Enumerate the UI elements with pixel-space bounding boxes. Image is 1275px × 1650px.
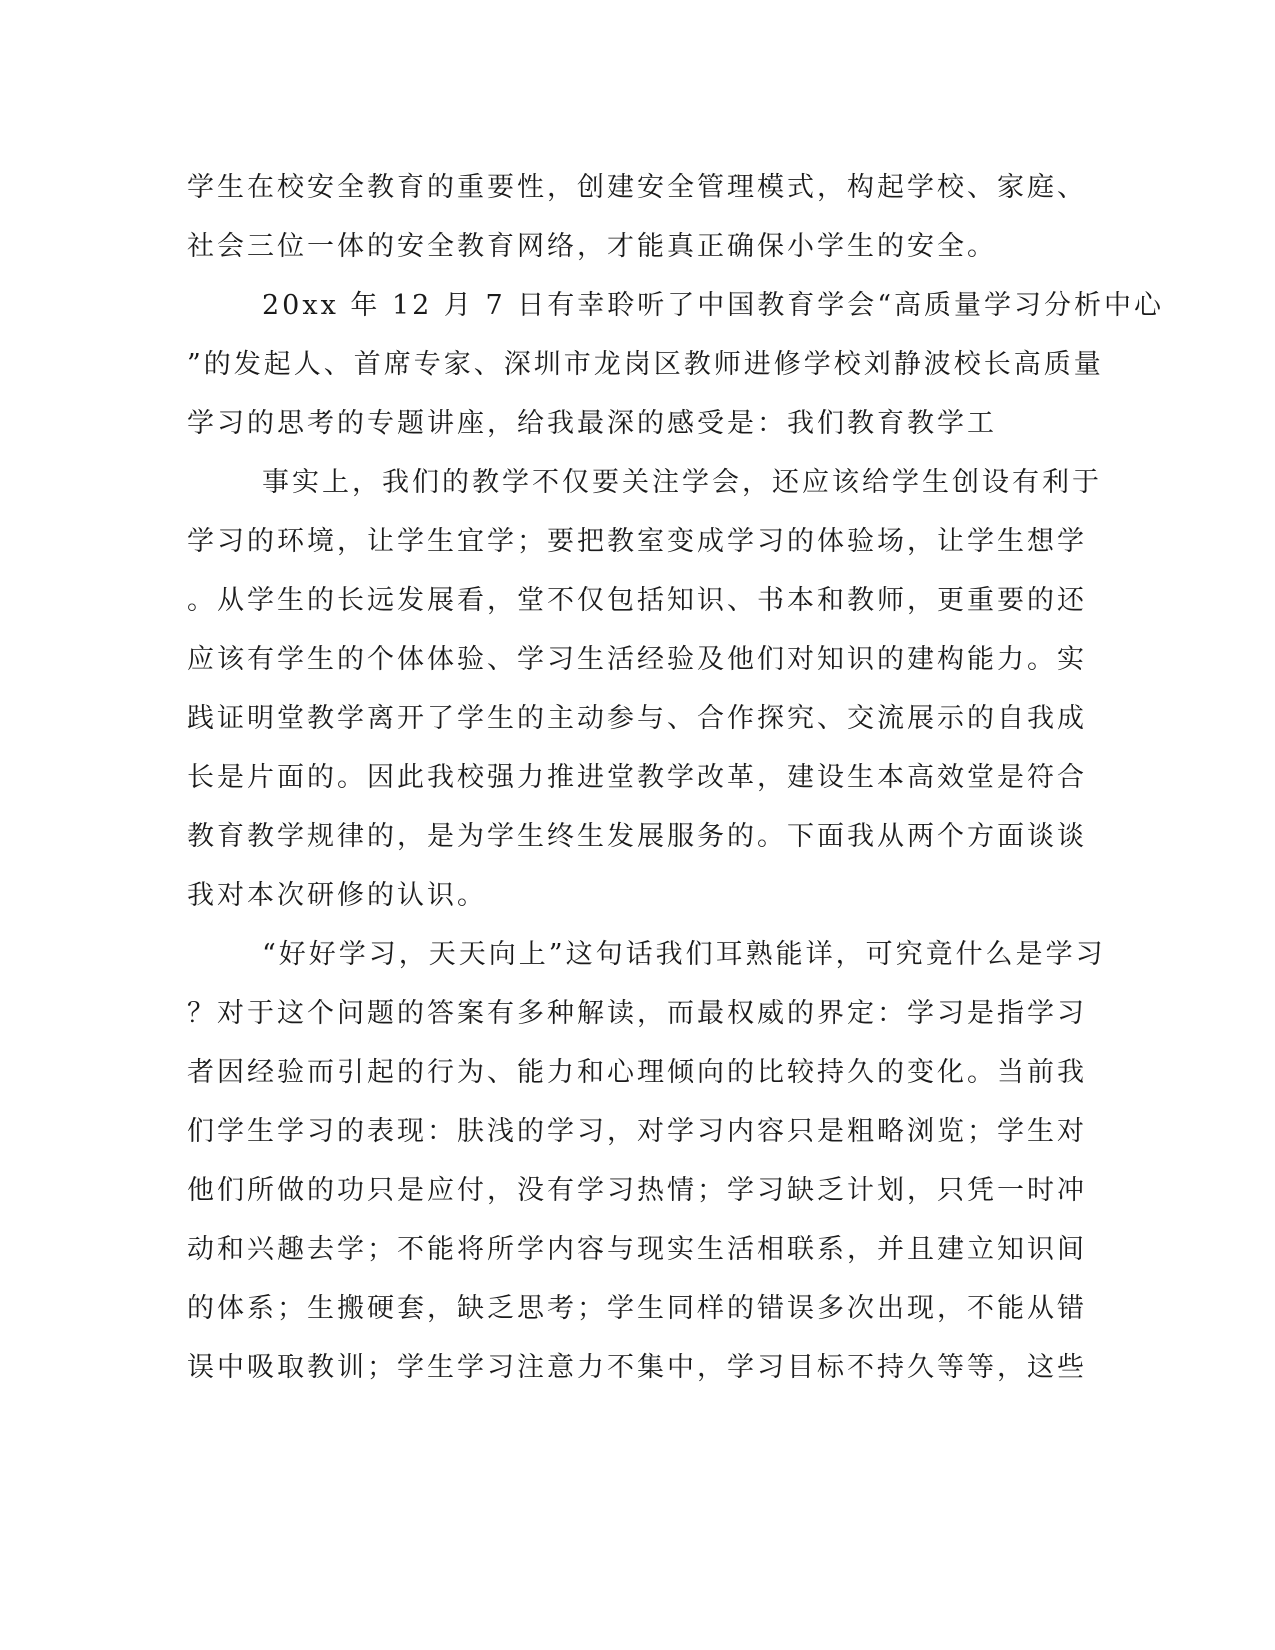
text-line: 误中吸取教训；学生学习注意力不集中，学习目标不持久等等，这些 (187, 1352, 1087, 1383)
text-line: 学习的思考的专题讲座，给我最深的感受是：我们教育教学工 (187, 408, 997, 439)
text-line: 社会三位一体的安全教育网络，才能真正确保小学生的安全。 (187, 231, 997, 262)
text-line: 教育教学规律的，是为学生终生发展服务的。下面我从两个方面谈谈 (187, 821, 1087, 852)
text-line: 应该有学生的个体体验、学习生活经验及他们对知识的建构能力。实 (187, 644, 1087, 675)
text-line: 学生在校安全教育的重要性，创建安全管理模式，构起学校、家庭、 (187, 172, 1087, 203)
text-line: 长是片面的。因此我校强力推进堂教学改革，建设生本高效堂是符合 (187, 762, 1087, 793)
text-line: 我对本次研修的认识。 (187, 880, 487, 911)
text-line: ？对于这个问题的答案有多种解读，而最权威的界定：学习是指学习 (187, 998, 1087, 1029)
text-line: 践证明堂教学离开了学生的主动参与、合作探究、交流展示的自我成 (187, 703, 1087, 734)
text-line: 动和兴趣去学；不能将所学内容与现实生活相联系，并且建立知识间 (187, 1234, 1087, 1265)
text-line: 的体系；生搬硬套，缺乏思考；学生同样的错误多次出现，不能从错 (187, 1293, 1087, 1324)
text-line: 他们所做的功只是应付，没有学习热情；学习缺乏计划，只凭一时冲 (187, 1175, 1087, 1206)
body-text (187, 158, 1165, 1397)
paragraph-first-line: 事实上，我们的教学不仅要关注学会，还应该给学生创设有利于 (262, 467, 1102, 498)
text-line: 者因经验而引起的行为、能力和心理倾向的比较持久的变化。当前我 (187, 1057, 1087, 1088)
paragraph-first-line: 20xx 年 12 月 7 日有幸聆听了中国教育学会“高质量学习分析中心 (262, 290, 1165, 321)
text-line: 学习的环境，让学生宜学；要把教室变成学习的体验场，让学生想学 (187, 526, 1087, 557)
text-line: 们学生学习的表现：肤浅的学习，对学习内容只是粗略浏览；学生对 (187, 1116, 1087, 1147)
text-line: 。从学生的长远发展看，堂不仅包括知识、书本和教师，更重要的还 (187, 585, 1087, 616)
paragraph-first-line: “好好学习，天天向上”这句话我们耳熟能详，可究竟什么是学习 (262, 939, 1106, 970)
text-line: ”的发起人、首席专家、深圳市龙岗区教师进修学校刘静波校长高质量 (187, 349, 1104, 380)
